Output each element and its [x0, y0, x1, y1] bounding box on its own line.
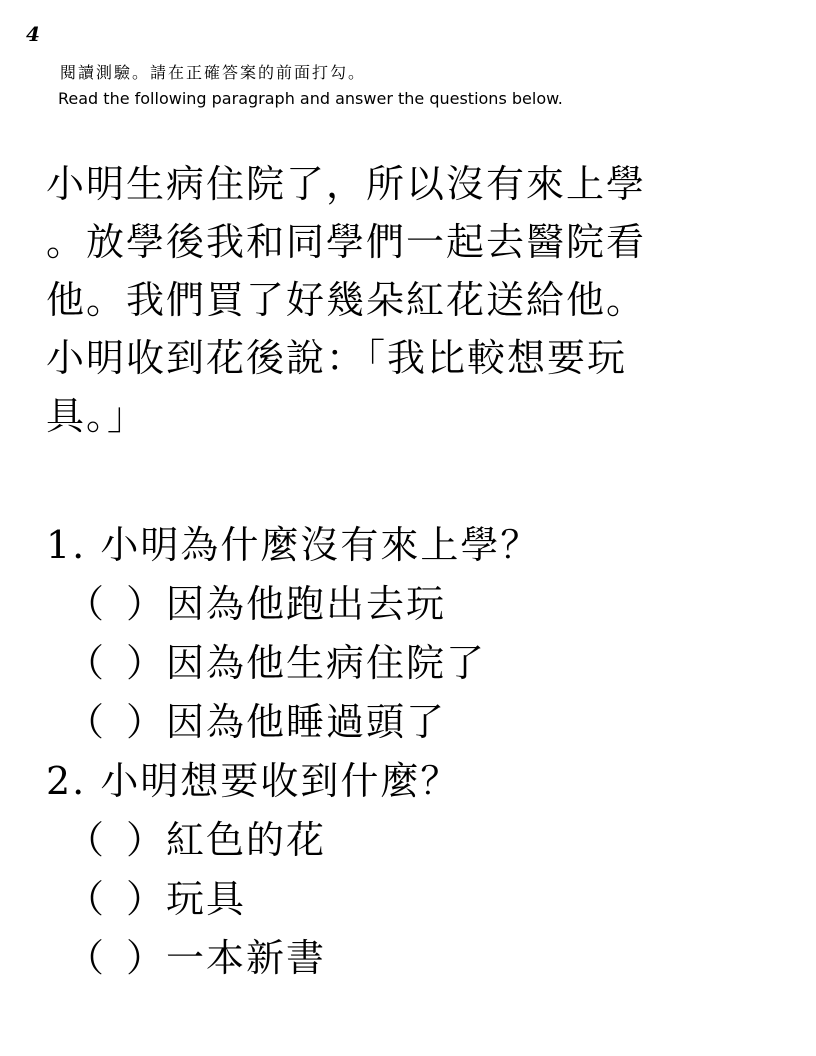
answer-checkbox[interactable] — [66, 870, 166, 929]
checkbox-close-paren: ） — [126, 818, 165, 862]
checkbox-close-paren: ） — [126, 700, 165, 744]
answer-option — [46, 634, 776, 693]
answer-option — [46, 575, 776, 634]
answer-option-label: 因為他睡過頭了 — [166, 700, 447, 744]
answer-option-label: 因為他跑出去玩 — [166, 582, 447, 626]
answer-option — [46, 870, 776, 929]
checkbox-close-paren: ） — [126, 641, 165, 685]
question-1 — [46, 516, 776, 752]
answer-option-label: 玩具 — [166, 877, 247, 921]
reading-passage — [46, 155, 776, 445]
answer-option — [46, 693, 776, 752]
answer-option-label: 一本新書 — [166, 936, 327, 980]
question-2 — [46, 752, 776, 988]
answer-checkbox[interactable] — [66, 693, 166, 752]
checkbox-close-paren: ） — [126, 582, 165, 626]
checkbox-open-paren: （ — [66, 818, 105, 862]
passage-line: 他。我們買了好幾朵紅花送給他。 — [46, 278, 647, 322]
answer-checkbox[interactable] — [66, 634, 166, 693]
answer-option — [46, 929, 776, 988]
question-text: 1. 小明為什麼沒有來上學？ — [46, 523, 541, 567]
question-list — [46, 516, 776, 988]
checkbox-open-paren: （ — [66, 641, 105, 685]
answer-option-label: 因為他生病住院了 — [166, 641, 487, 685]
answer-checkbox[interactable] — [66, 811, 166, 870]
instruction-english: Read the following paragraph and answer the questions below. — [58, 89, 563, 108]
passage-line: 小明收到花後說：「我比較想要玩 — [46, 336, 628, 380]
page-number: 4 — [26, 22, 40, 46]
checkbox-close-paren: ） — [126, 877, 165, 921]
checkbox-open-paren: （ — [66, 877, 105, 921]
passage-line: 小明生病住院了，所以沒有來上學 — [46, 162, 647, 206]
checkbox-close-paren: ） — [126, 936, 165, 980]
answer-option — [46, 811, 776, 870]
passage-line: 。放學後我和同學們一起去醫院看 — [46, 220, 647, 264]
checkbox-open-paren: （ — [66, 700, 105, 744]
passage-line: 具。」 — [46, 394, 148, 438]
answer-option-label: 紅色的花 — [166, 818, 327, 862]
instruction-chinese: 閱讀測驗。請在正確答案的前面打勾。 — [60, 63, 367, 82]
question-text: 2. 小明想要收到什麼？ — [46, 759, 461, 803]
answer-checkbox[interactable] — [66, 575, 166, 634]
checkbox-open-paren: （ — [66, 582, 105, 626]
answer-checkbox[interactable] — [66, 929, 166, 988]
checkbox-open-paren: （ — [66, 936, 105, 980]
